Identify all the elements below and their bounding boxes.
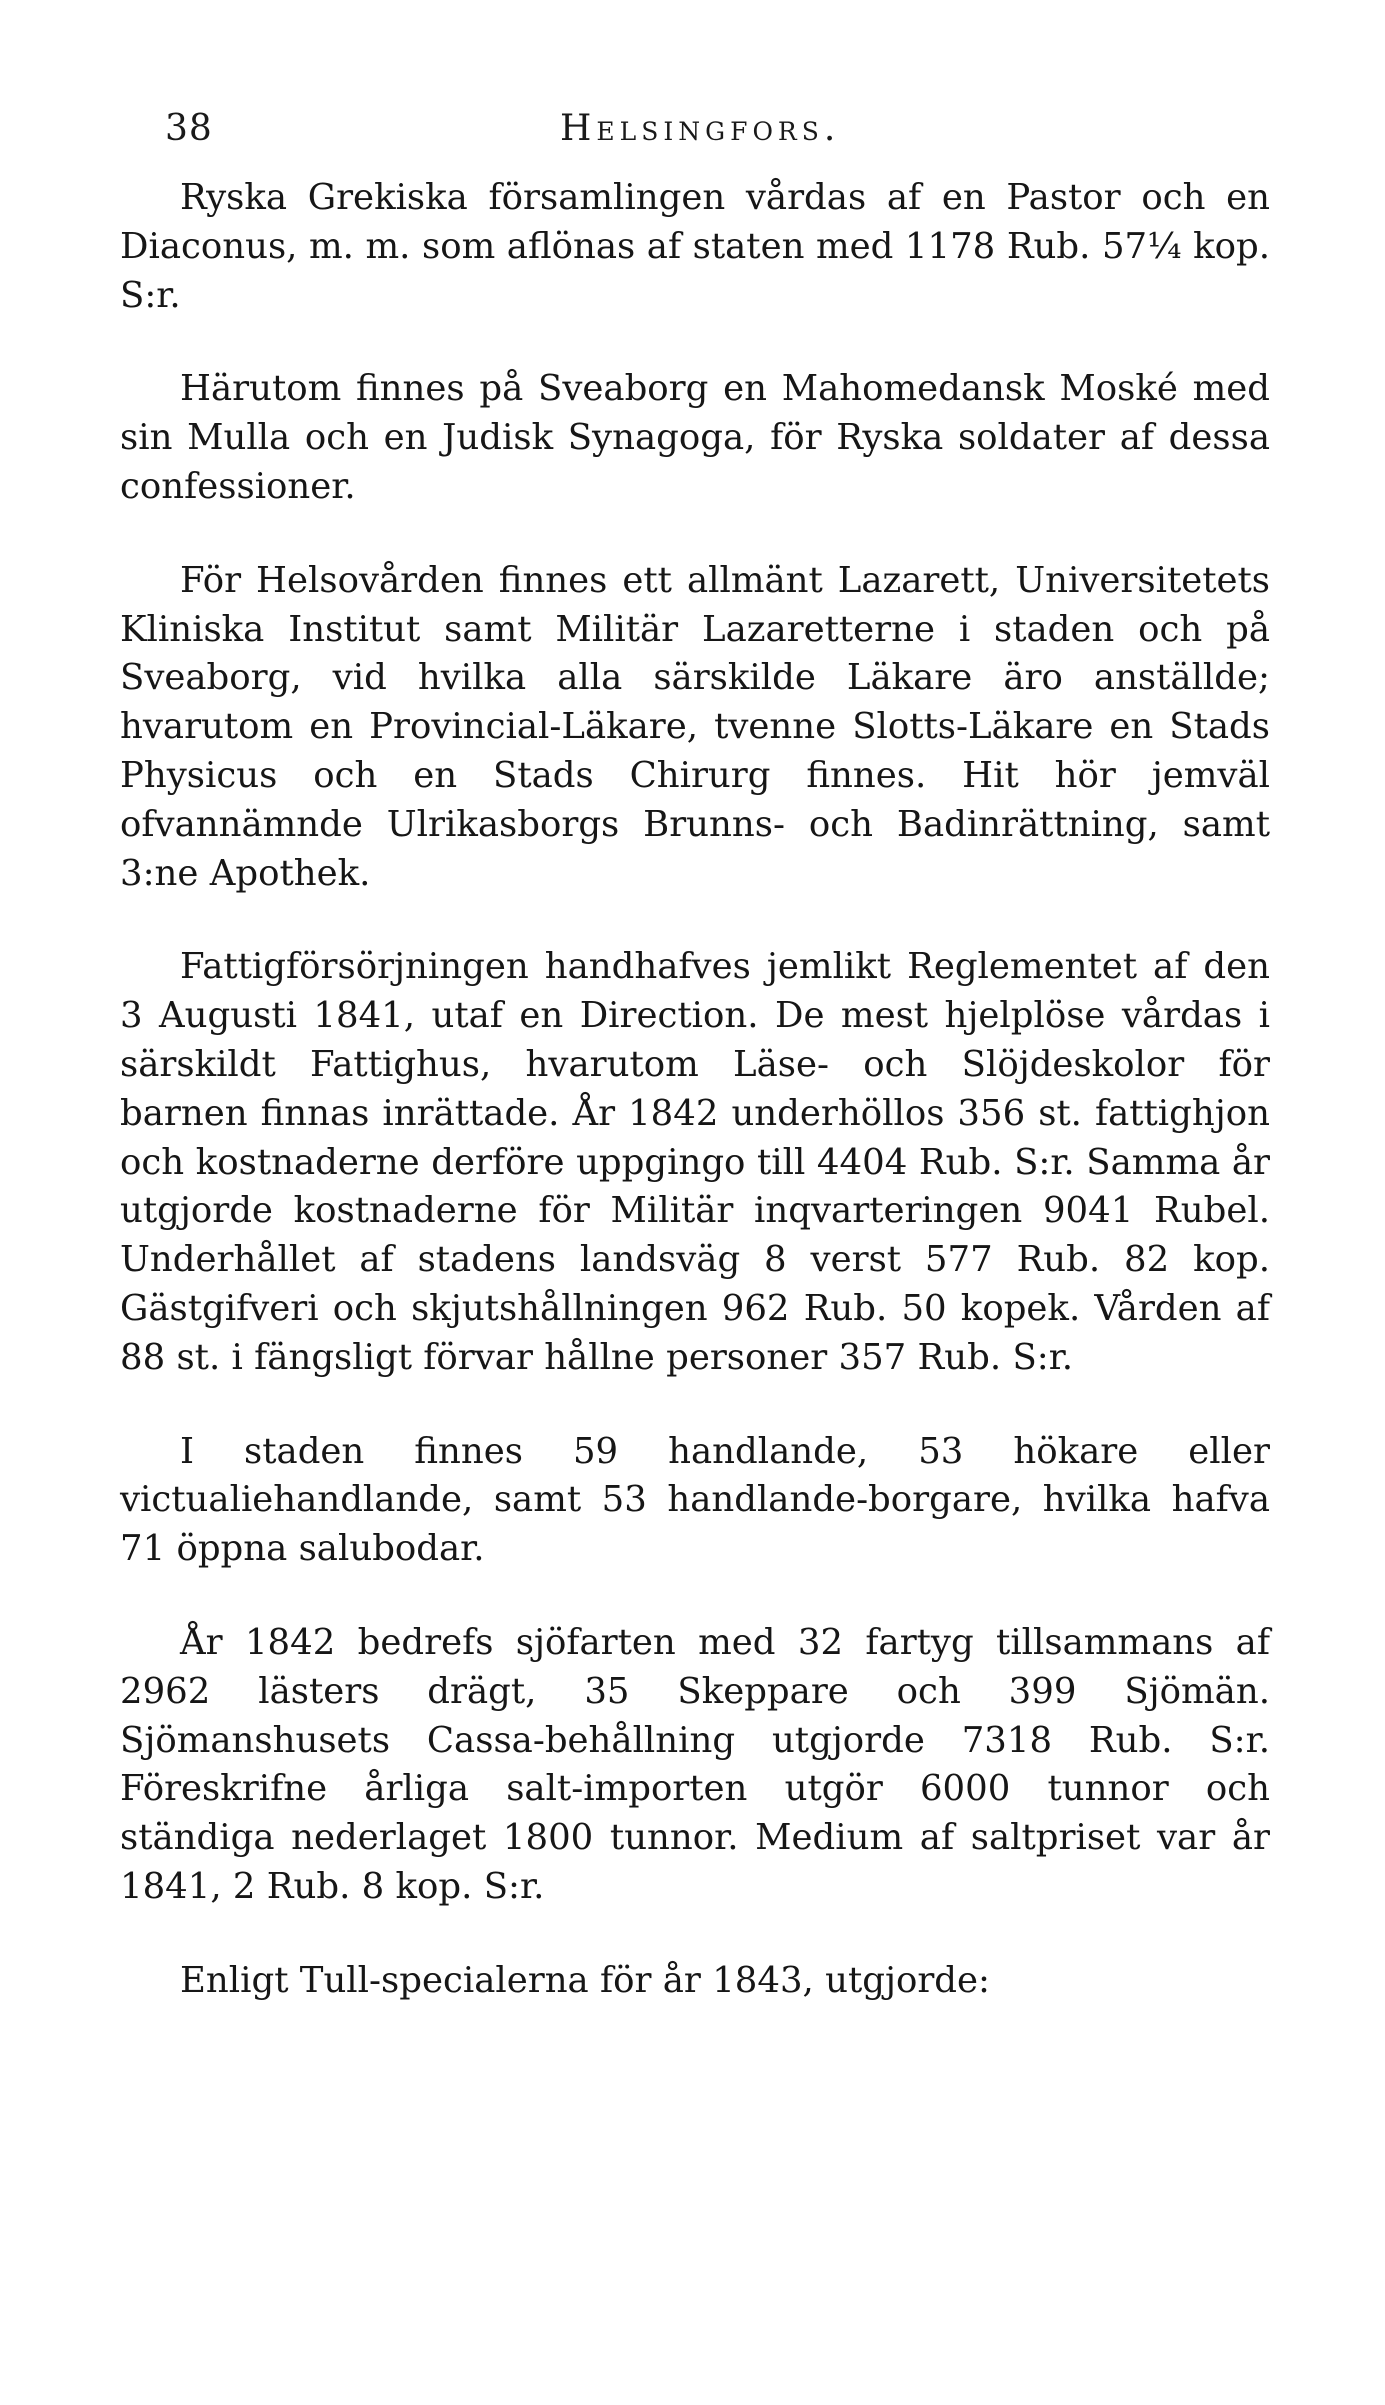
paragraph-customs: Enligt Tull-specialerna för år 1843, utgjorde: — [180, 1959, 990, 2001]
body-text — [120, 174, 1270, 2006]
paragraph-trade: I staden finnes 59 handlande, 53 hökare eller victualiehandlande, samt 53 handlande-borgare, hvilka hafva 71 öppna salubodar. — [120, 1430, 1270, 1570]
page-number: 38 — [165, 108, 213, 149]
page-header — [165, 108, 1275, 168]
paragraph-health: För Helsovården finnes ett allmänt Lazarett, Universitetets Kliniska Institut samt Militär Lazaretterne i staden och på Sveaborg, vid hvilka alla särskilde Läkare äro anställde; hvarutom en Provincial-Läkare, tvenne Slotts-Läkare en Stads Physicus och en Stads Chirurg finnes. Hit hör jemväl ofvannämnde Ulrikasborgs Brunns- och Badinrättning, samt 3:ne Apothek. — [120, 559, 1270, 894]
paragraph-shipping: År 1842 bedrefs sjöfarten med 32 fartyg tillsammans af 2962 lästers drägt, 35 Skeppare och 399 Sjömän. Sjömanshusets Cassa-behållning utgjorde 7318 Rub. S:r. Föreskrifne årliga salt-importen utgör 6000 tunnor och ständiga nederlaget 1800 tunnor. Medium af saltpriset var år 1841, 2 Rub. 8 kop. S:r. — [120, 1621, 1270, 1907]
paragraph-poor-relief: Fattigförsörjningen handhafves jemlikt Reglementet af den 3 Augusti 1841, utaf en Direction. De mest hjelplöse vårdas i särskildt Fattighus, hvarutom Läse- och Slöjdeskolor för barnen finnas inrättade. År 1842 underhöllos 356 st. fattighjon och kostnaderne derföre uppgingo till 4404 Rub. S:r. Samma år utgjorde kostnaderne för Militär inqvarteringen 9041 Rubel. Underhållet af stadens landsväg 8 verst 577 Rub. 82 kop. Gästgifveri och skjutshållningen 962 Rub. 50 kopek. Vården af 88 st. i fängsligt förvar hållne personer 357 Rub. S:r. — [120, 946, 1270, 1378]
paragraph-church: Ryska Grekiska församlingen vårdas af en Pastor och en Diaconus, m. m. som aflönas af staten med 1178 Rub. 57¼ kop. S:r. — [120, 177, 1270, 316]
paragraph-religions: Härutom finnes på Sveaborg en Mahomedansk Moské med sin Mulla och en Judisk Synagoga, för Ryska soldater af dessa confessioner. — [120, 368, 1270, 507]
running-title: Helsingfors. — [560, 108, 841, 149]
